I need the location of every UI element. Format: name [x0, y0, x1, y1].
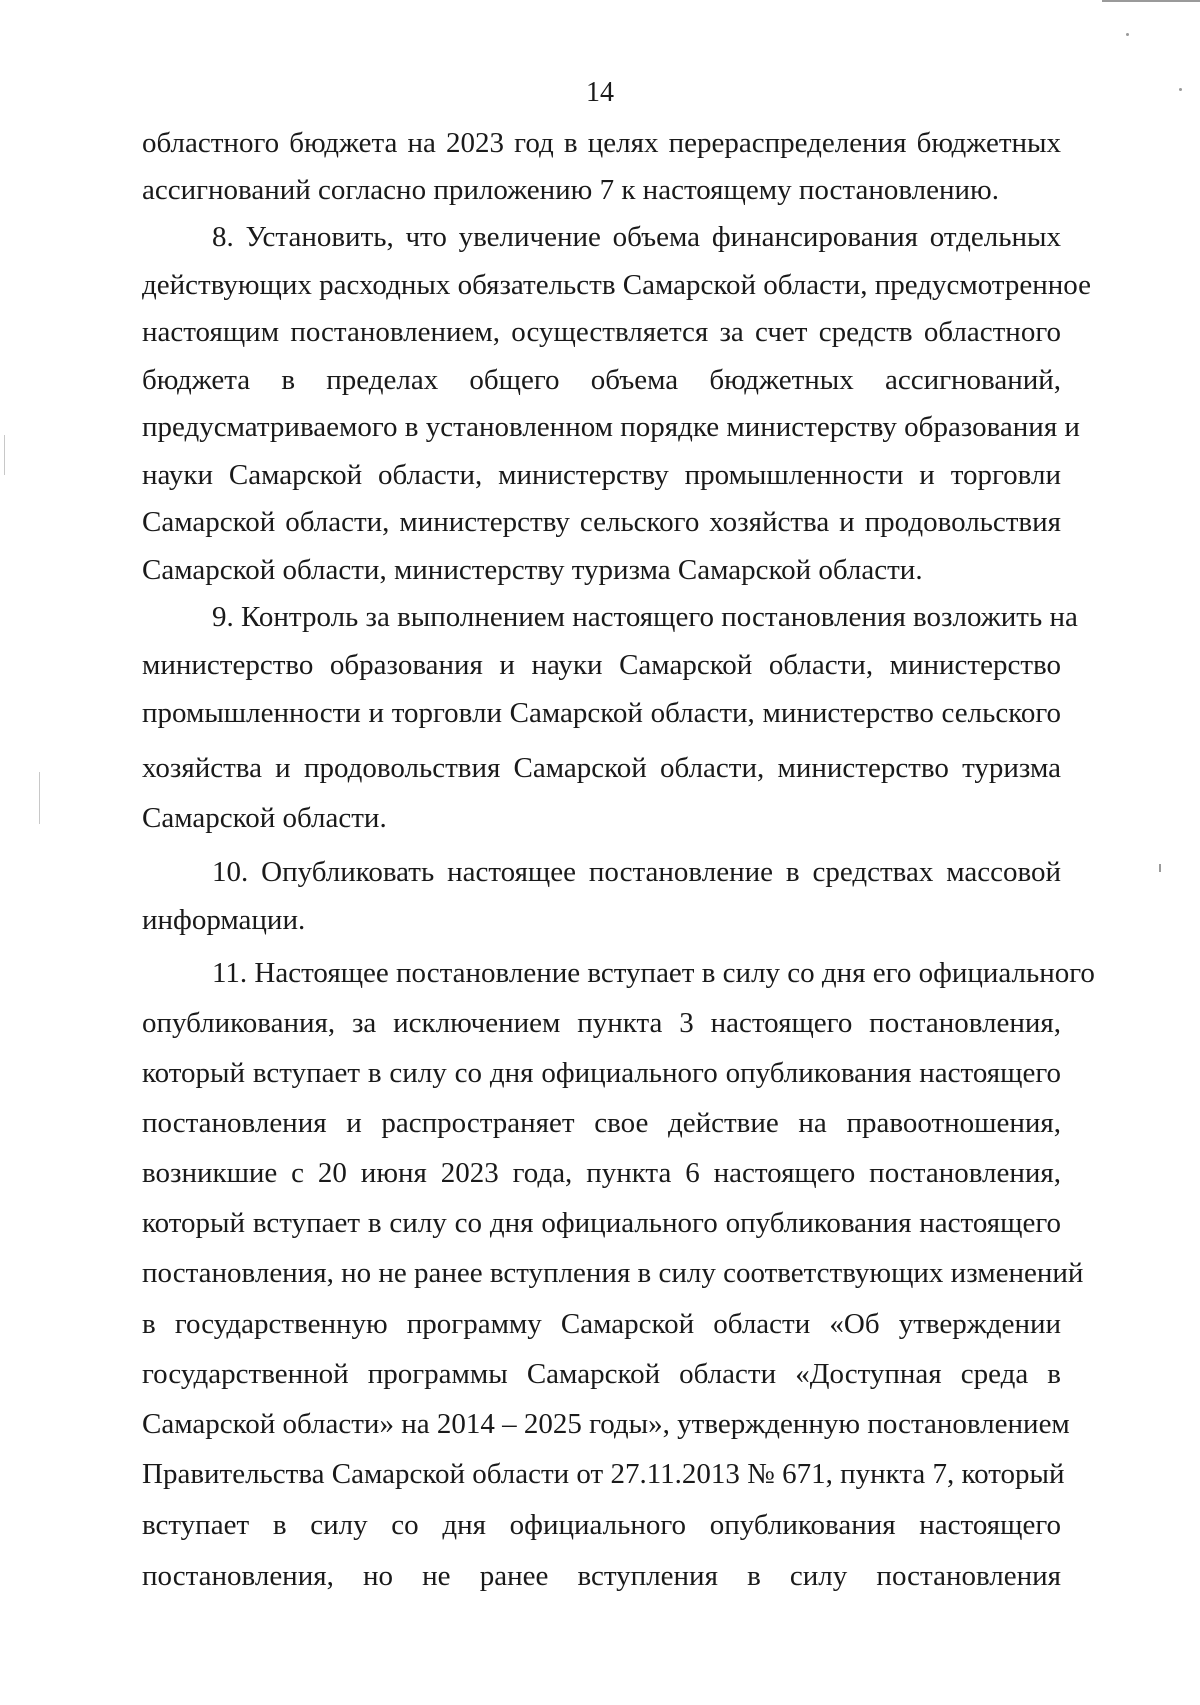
scan-artifact-dot	[1159, 864, 1161, 872]
paragraph-line: промышленности и торговли Самарской области, министерство сельского	[142, 697, 1061, 729]
paragraph-line: ассигнований согласно приложению 7 к настоящему постановлению.	[142, 174, 999, 206]
scan-artifact-left-edge	[4, 435, 5, 475]
paragraph-line: постановления, но не ранее вступления в силу постановления	[142, 1560, 1061, 1592]
paragraph-line: Самарской области.	[142, 802, 387, 834]
paragraph-line: науки Самарской области, министерству промышленности и торговли	[142, 459, 1061, 491]
scan-artifact-top-right	[1102, 0, 1200, 2]
paragraph-line: информации.	[142, 904, 306, 936]
paragraph-line: предусматриваемого в установленном порядке министерству образования и	[142, 411, 1080, 443]
paragraph-line: Самарской области, министерству сельского хозяйства и продовольствия	[142, 506, 1061, 538]
paragraph-line: государственной программы Самарской области «Доступная среда в	[142, 1358, 1061, 1390]
paragraph-line: опубликования, за исключением пункта 3 настоящего постановления,	[142, 1007, 1061, 1039]
scan-artifact-dot	[1126, 33, 1129, 36]
paragraph-line: постановления и распространяет свое действие на правоотношения,	[142, 1107, 1061, 1139]
paragraph-line: хозяйства и продовольствия Самарской области, министерство туризма	[142, 752, 1061, 784]
paragraph-line: в государственную программу Самарской области «Об утверждении	[142, 1308, 1061, 1340]
paragraph-line: возникшие с 20 июня 2023 года, пункта 6 настоящего постановления,	[142, 1157, 1061, 1189]
paragraph-line: бюджета в пределах общего объема бюджетных ассигнований,	[142, 364, 1061, 396]
paragraph-line: 10. Опубликовать настоящее постановление в средствах массовой	[212, 856, 1061, 888]
paragraph-line: действующих расходных обязательств Самарской области, предусмотренное	[142, 269, 1091, 301]
page-number: 14	[586, 77, 614, 108]
paragraph-line: вступает в силу со дня официального опубликования настоящего	[142, 1509, 1061, 1541]
paragraph-line: Самарской области, министерству туризма Самарской области.	[142, 554, 923, 586]
paragraph-line: который вступает в силу со дня официального опубликования настоящего	[142, 1207, 1061, 1239]
paragraph-line: который вступает в силу со дня официального опубликования настоящего	[142, 1057, 1061, 1089]
paragraph-line: областного бюджета на 2023 год в целях перераспределения бюджетных	[142, 127, 1061, 159]
paragraph-line: настоящим постановлением, осуществляется за счет средств областного	[142, 316, 1061, 348]
paragraph-line: министерство образования и науки Самарской области, министерство	[142, 649, 1061, 681]
paragraph-line: постановления, но не ранее вступления в силу соответствующих изменений	[142, 1257, 1084, 1289]
paragraph-line: 8. Установить, что увеличение объема финансирования отдельных	[212, 221, 1061, 253]
paragraph-line: 9. Контроль за выполнением настоящего постановления возложить на	[212, 601, 1078, 633]
paragraph-line: Правительства Самарской области от 27.11.2013 № 671, пункта 7, который	[142, 1458, 1065, 1490]
paragraph-line: Самарской области» на 2014 – 2025 годы», утвержденную постановлением	[142, 1408, 1070, 1440]
paragraph-line: 11. Настоящее постановление вступает в силу со дня его официального	[212, 957, 1095, 989]
scan-artifact-left-edge	[39, 772, 40, 824]
